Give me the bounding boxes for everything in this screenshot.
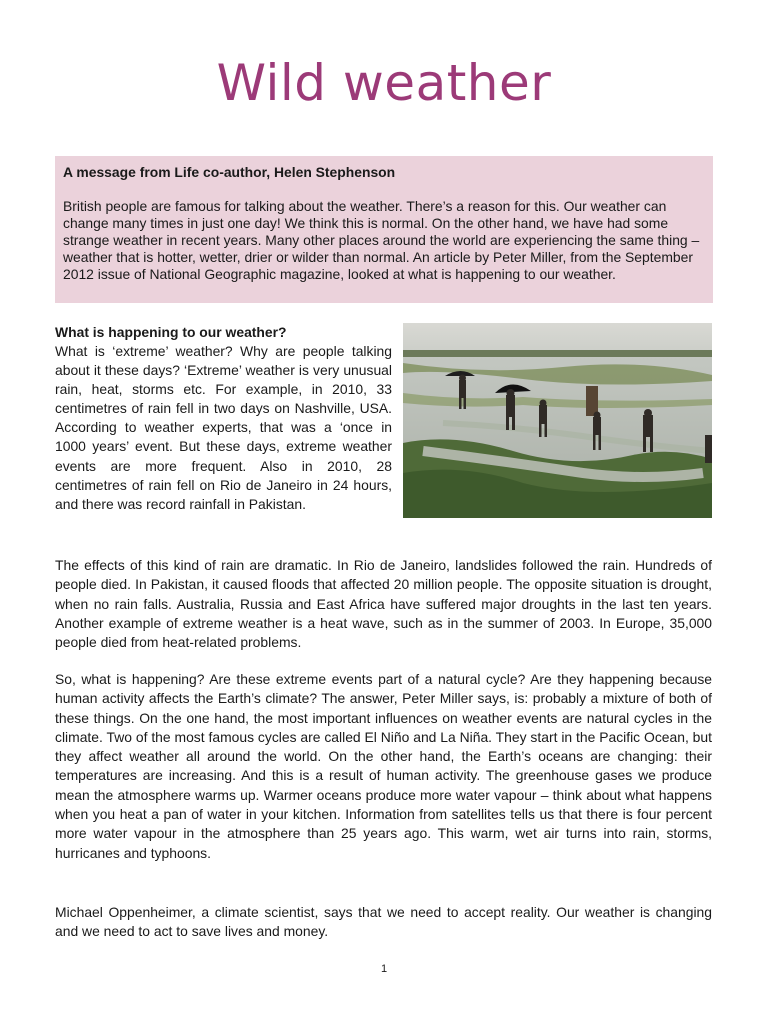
message-box: [55, 156, 713, 303]
section-heading: What is happening to our weather?: [55, 324, 287, 340]
page-number: 1: [380, 963, 388, 975]
paragraph: Michael Oppenheimer, a climate scientist, says that we need to accept reality. Our weather is changing and we need to act to save lives and money.: [55, 904, 712, 940]
intro-paragraph: What is ‘extreme’ weather? Why are people talking about it these days? ‘Extreme’ weather is very unusual rain, heat, storms etc. For example, in 2010, 33 centimetres of rain fell in two days on Nashville, USA. According to weather experts, that was a ‘once in 1000 years’ event. But these days, extreme weather events are more frequent. Also in 2010, 28 centimetres of rain fell on Rio de Janeiro in 24 hours, and there was record rainfall in Pakistan.: [55, 343, 392, 512]
flood-photo: [403, 323, 712, 518]
paragraph: So, what is happening? Are these extreme events part of a natural cycle? Are they happening because human activity affects the Earth’s climate? The answer, Peter Miller says, is: probably a mixture of both of these things. On the one hand, the most important influences on weather events are natural cycles in the climate. Two of the most famous cycles are called El Niño and La Niña. They start in the Pacific Ocean, but they affect weather all around the world. On the other hand, the Earth’s oceans are changing: their temperatures are increasing. And this is a result of human activity. The greenhouse gases we produce mean the atmosphere warms up. Warmer oceans produce more water vapour – think about what happens when you heat a pan of water in your kitchen. Information from satellites tells us that there is four percent more water vapour in the atmosphere than 25 years ago. This warm, wet air turns into rain, storms, hurricanes and typhoons.: [55, 671, 712, 861]
message-body: British people are famous for talking about the weather. There’s a reason for this. Our weather can change many times in just one day! We think this is normal. On the other hand, we have had some strange weather in recent years. Many other places around the world are experiencing the same thing – weather that is hotter, wetter, drier or wilder than normal. An article by Peter Miller, from the September 2012 issue of National Geographic magazine, looked at what is happening to our weather.: [63, 198, 700, 282]
paragraph: The effects of this kind of rain are dramatic. In Rio de Janeiro, landslides followed the rain. Hundreds of people died. In Pakistan, it caused floods that affected 20 million people. The opposite situation is drought, when no rain falls. Australia, Russia and East Africa have suffered major droughts in the last ten years. Another example of extreme weather is a heat wave, such as in the summer of 2003. In Europe, 35,000 people died from heat-related problems.: [55, 557, 712, 651]
message-heading: A message from Life co-author, Helen Stephenson: [63, 164, 396, 180]
page-title: Wild weather: [216, 54, 552, 112]
